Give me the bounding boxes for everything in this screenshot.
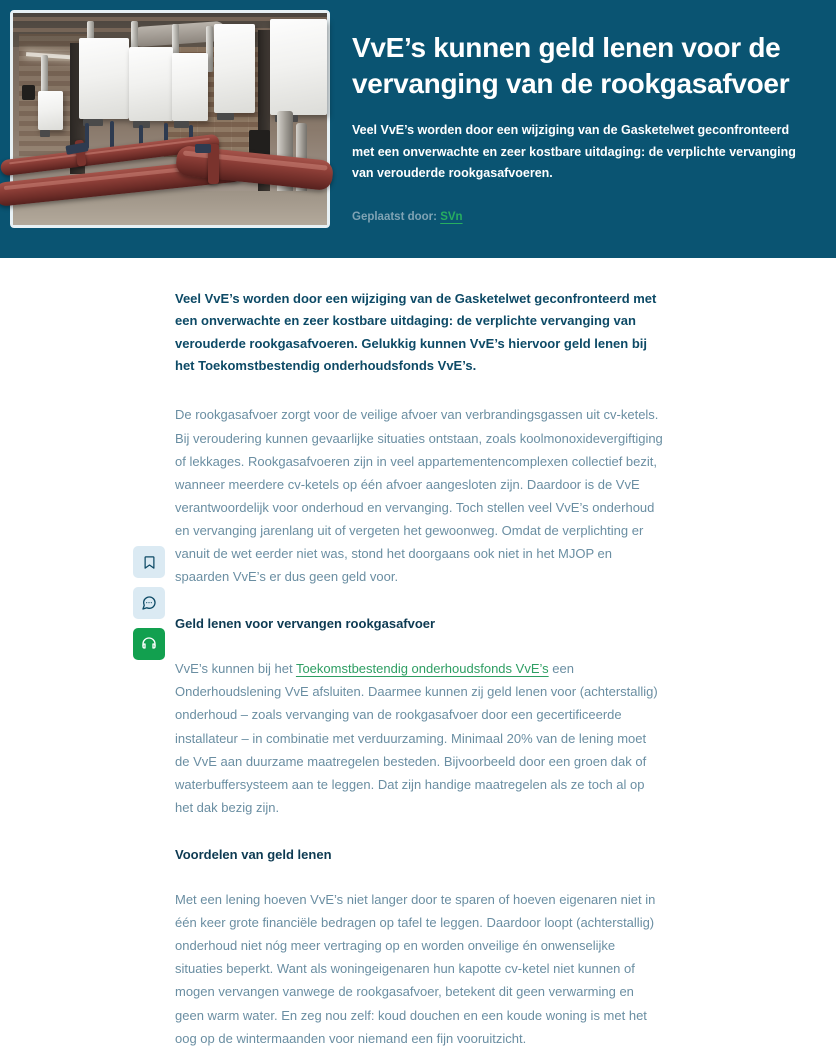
action-rail: [133, 546, 165, 660]
comment-button[interactable]: [133, 587, 165, 619]
article-body: [0, 258, 836, 1050]
hero-image: [10, 10, 330, 228]
byline-label: Geplaatst door:: [352, 211, 437, 224]
article-paragraph-3: Met een lening hoeven VvE’s niet langer door te sparen of hoeven eigenaren niet in één keer grote financiële bedragen op tafel te leggen. Daardoor loopt (achterstallig) onderhoud niet nóg meer vertraging op en worden onveilige én onwenselijke situaties beperkt. Want als woningeigenaren hun kapotte cv-ketel niet kunnen of mogen vervangen vanwege de rookgasafvoer, betekent dit geen verwarming en geen warm water. En zeg nou zelf: koud douchen en een koude woning is met het oog op de wintermaanden voor niemand een fijn vooruitzicht.: [175, 891, 656, 1046]
page-title: VvE’s kunnen geld lenen voor de vervanging van de rookgasafvoer: [352, 32, 790, 99]
paragraph-2-pre-link: VvE’s kunnen bij het: [175, 661, 296, 677]
bookmark-button[interactable]: [133, 546, 165, 578]
article-paragraph-2: [175, 657, 663, 819]
article-lead: Veel VvE’s worden door een wijziging van de Gasketelwet geconfronteerd met een onverwachte en zeer kostbare uitdaging: de verplichte vervanging van verouderde rookgasafvoeren. Gelukkig kunnen VvE’s hiervoor geld lenen bij het Toekomstbestendig onderhoudsfonds VvE’s.: [175, 291, 657, 374]
comment-icon: [141, 595, 157, 611]
boiler-room-photo: [13, 13, 327, 225]
hero-byline: [352, 211, 796, 223]
headphones-icon: [141, 636, 157, 652]
paragraph-2-post-link: een Onderhoudslening VvE afsluiten. Daarmee kunnen zij geld lenen voor (achterstallig) onderhoud – zoals vervanging van de rookgasafvoer door een gecertificeerde installateur – in combinatie met verduurzaming. Minimaal 20% van de lening moet de VvE aan duurzame maatregelen besteden. Bijvoorbeeld door een groen dak of waterbuffersysteem aan te leggen. Dat zijn handige maatregelen als ze toch al op het dak bezig zijn.: [175, 661, 658, 815]
fund-link[interactable]: Toekomstbestendig onderhoudsfonds VvE’s: [295, 661, 549, 677]
hero-text-block: [330, 0, 836, 223]
article-paragraph-1: De rookgasafvoer zorgt voor de veilige afvoer van verbrandingsgassen uit cv-ketels. Bij veroudering kunnen gevaarlijke situaties ontstaan, zoals koolmonoxidevergiftiging of lekkages. Rookgasafvoeren zijn in veel appartementencomplexen collectief bezit, wanneer meerdere cv-ketels op één afvoer aangesloten zijn. Daardoor is de VvE verantwoordelijk voor onderhoud en vervanging. Toch stellen veel VvE’s onderhoud en vervanging jarenlang uit of vergeten het gewoonweg. Omdat de verplichting er vanuit de wet eerder niet was, stond het doorgaans ook niet in het MJOP en spaarden VvE’s er dus geen geld voor.: [175, 407, 663, 585]
article-heading-2: Voordelen van geld lenen: [175, 847, 332, 863]
byline-author-link[interactable]: SVn: [440, 211, 463, 224]
hero-subtitle: Veel VvE’s worden door een wijziging van de Gasketelwet geconfronteerd met een onverwachte en zeer kostbare uitdaging: de verplichte vervanging van verouderde rookgasafvoeren.: [352, 122, 796, 181]
hero-section: [0, 0, 836, 258]
article-column: [175, 288, 663, 1050]
article-heading-1: Geld lenen voor vervangen rookgasafvoer: [175, 616, 436, 632]
bookmark-icon: [142, 555, 157, 570]
listen-button[interactable]: [133, 628, 165, 660]
